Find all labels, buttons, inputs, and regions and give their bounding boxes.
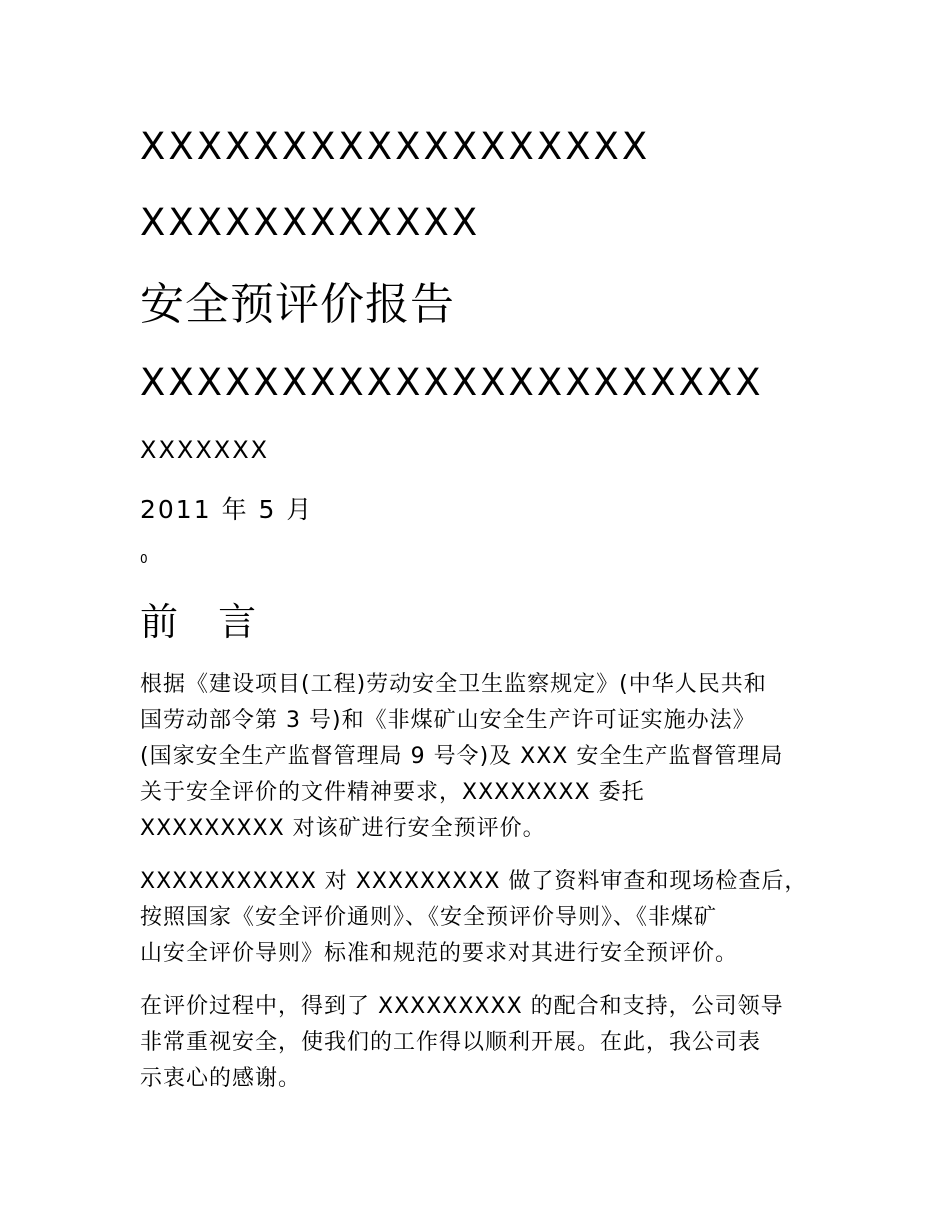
cover-line-2: XXXXXXXXXXXX — [140, 201, 481, 244]
page-number: 0 — [140, 552, 148, 566]
cover-line-1: XXXXXXXXXXXXXXXXXX — [140, 125, 651, 168]
paragraph-line: 国劳动部令第 3 号)和《非煤矿山安全生产许可证实施办法》 — [140, 708, 756, 733]
preface-paragraph-1 — [140, 667, 840, 847]
cover-line-5: XXXXXXX — [140, 436, 270, 464]
preface-heading: 前 言 — [140, 600, 271, 644]
paragraph-line: 按照国家《安全评价通则》、《安全预评价导则》、《非煤矿 — [140, 905, 718, 930]
paragraph-line: XXXXXXXXX 对该矿进行安全预评价。 — [140, 816, 546, 841]
paragraph-line: 示衷心的感谢。 — [140, 1066, 302, 1091]
paragraph-line: XXXXXXXXXXX 对 XXXXXXXXX 做了资料审查和现场检查后， — [140, 869, 808, 894]
paragraph-line: 非常重视安全，使我们的工作得以顺利开展。在此，我公司表 — [140, 1030, 762, 1055]
paragraph-line: 在评价过程中，得到了 XXXXXXXXX 的配合和支持，公司领导 — [140, 994, 784, 1019]
report-title: 安全预评价报告 — [140, 279, 455, 330]
paragraph-line: 山安全评价导则》标准和规范的要求对其进行安全预评价。 — [140, 941, 739, 966]
preface-paragraph-2 — [140, 864, 840, 972]
paragraph-line: 根据《建设项目(工程)劳动安全卫生监察规定》(中华人民共和 — [140, 672, 767, 697]
report-date: 2011 年 5 月 — [140, 495, 314, 524]
cover-line-4: XXXXXXXXXXXXXXXXXXXXXX — [140, 361, 764, 404]
preface-paragraph-3 — [140, 989, 840, 1097]
paragraph-line: (国家安全生产监督管理局 9 号令)及 XXX 安全生产监督管理局 — [140, 744, 784, 769]
paragraph-line: 关于安全评价的文件精神要求，XXXXXXXX 委托 — [140, 780, 645, 805]
